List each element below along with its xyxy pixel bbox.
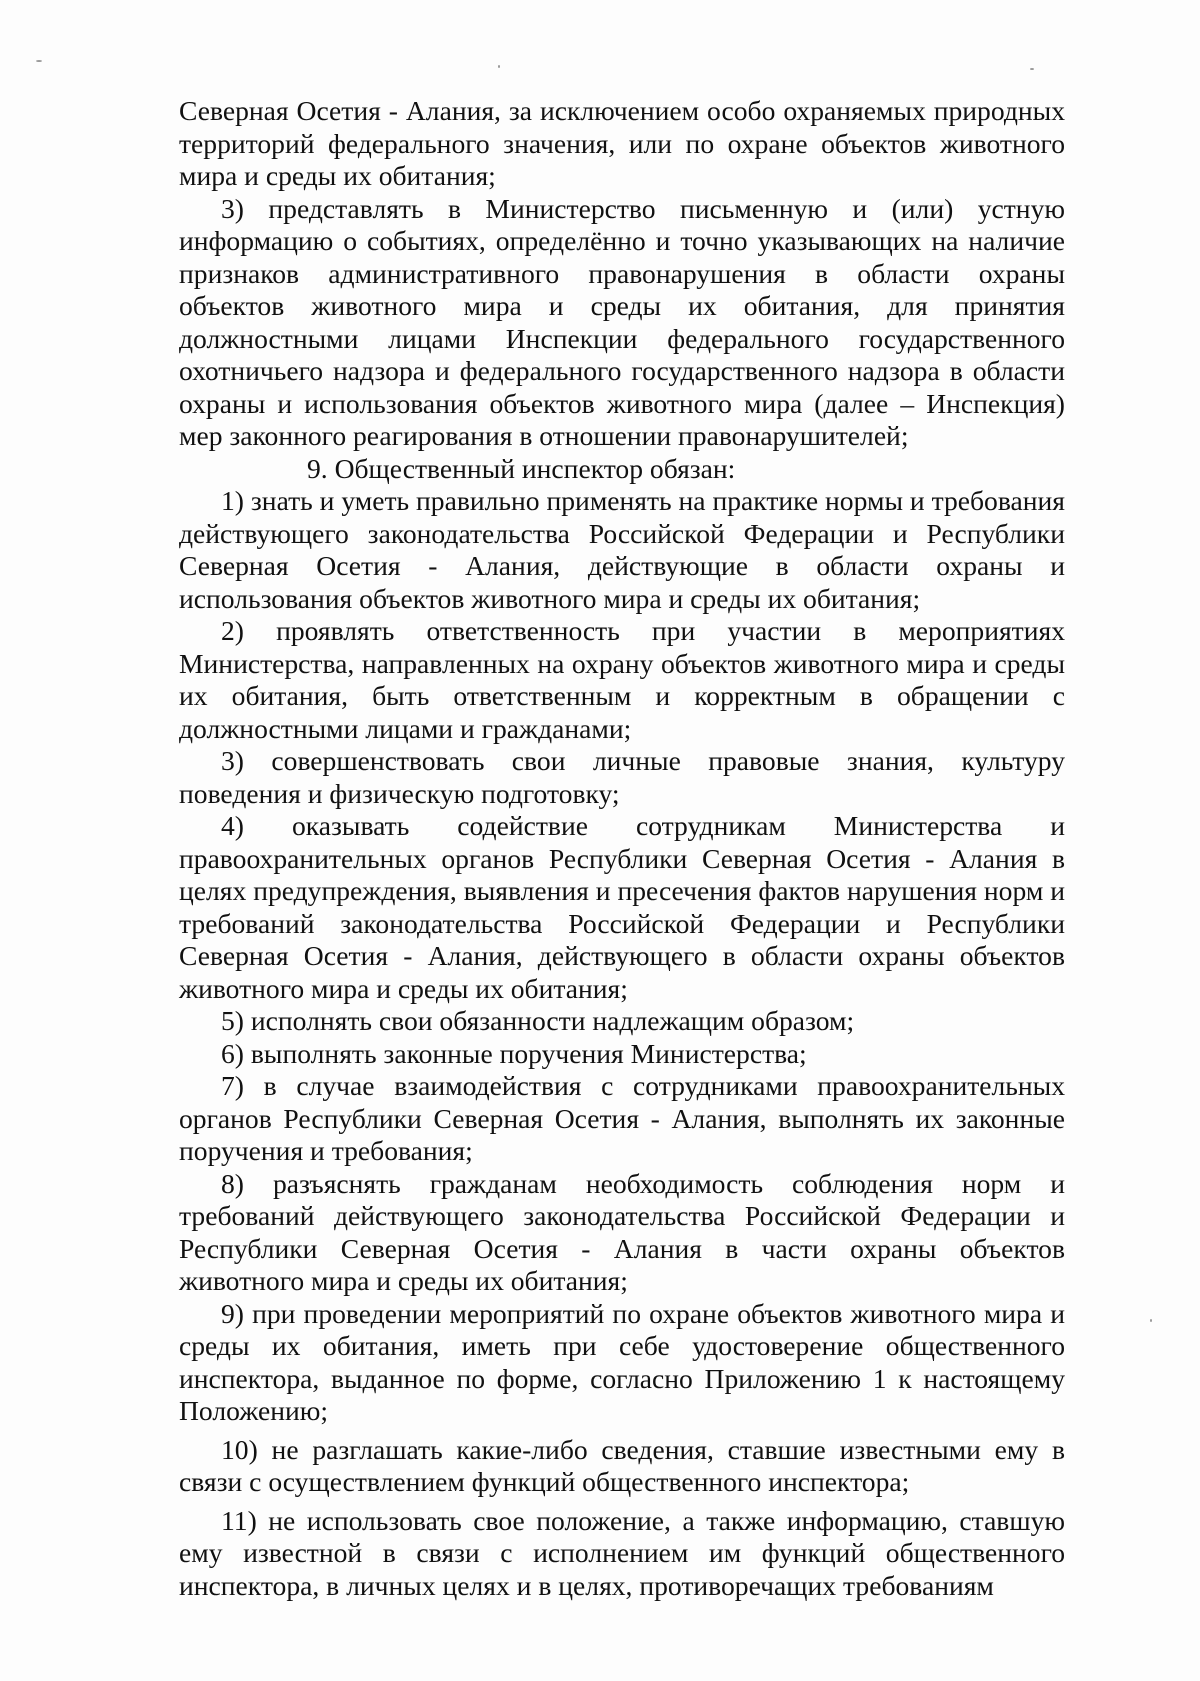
scan-speck [1150, 1319, 1152, 1322]
paragraph-item-3: 3) совершенствовать свои личные правовые знания, культуру поведения и физическую подготовку; [179, 745, 1065, 809]
paragraph-item-6: 6) выполнять законные поручения Министерства; [221, 1037, 807, 1069]
paragraph-item-9: 9) при проведении мероприятий по охране объектов животного мира и среды их обитания, иметь при себе удостоверение общественного инспектора, выданное по форме, согласно Приложению 1 к настоящему Положению; [179, 1297, 1065, 1426]
paragraph-continuation: Северная Осетия - Алания, за исключением особо охраняемых природных территорий федерального значения, или по охране объектов животного мира и среды их обитания; [179, 95, 1065, 191]
scan-speck [36, 60, 42, 62]
paragraph-item-10: 10) не разглашать какие-либо сведения, ставшие известными ему в связи с осуществлением функций общественного инспектора; [179, 1433, 1065, 1497]
paragraph-item-3-provide-info: 3) представлять в Министерство письменную и (или) устную информацию о событиях, определённо и точно указывающих на наличие признаков административного правонарушения в области охраны объектов животного мира и среды их обитания, для принятия должностными лицами Инспекции федерального государственного охотничьего надзора и федерального государственного надзора в области охраны и использования объектов животного мира (далее – Инспекция) мер законного реагирования в отношении правонарушителей; [179, 192, 1065, 451]
scan-speck [498, 65, 500, 68]
paragraph-item-5: 5) исполнять свои обязанности надлежащим образом; [221, 1005, 855, 1036]
paragraph-item-1: 1) знать и уметь правильно применять на практике нормы и требования действующего законодательства Российской Федерации и Республики Северная Осетия - Алания, действующие в области охраны и использования объектов животного мира и среды их обитания; [179, 485, 1065, 614]
paragraph-item-2: 2) проявлять ответственность при участии в мероприятиях Министерства, направленных на охрану объектов животного мира и среды их обитания, быть ответственным и корректным в обращении с должностными лицами и гражданами; [179, 615, 1065, 744]
section-heading-obligations: 9. Общественный инспектор обязан: [307, 452, 736, 484]
paragraph-item-8: 8) разъяснять гражданам необходимость соблюдения норм и требований действующего законодательства Российской Федерации и Республики Северная Осетия - Алания в части охраны объектов животного мира и среды их обитания; [179, 1167, 1065, 1296]
paragraph-item-7: 7) в случае взаимодействия с сотрудниками правоохранительных органов Республики Северная Осетия - Алания, выполнять их законные поручения и требования; [179, 1070, 1065, 1166]
scan-speck [1030, 68, 1034, 70]
paragraph-item-4: 4) оказывать содействие сотрудникам Министерства и правоохранительных органов Республики Северная Осетия - Алания в целях предупреждения, выявления и пресечения фактов нарушения норм и требований законодательства Российской Федерации и Республики Северная Осетия - Алания, действующего в области охраны объектов животного мира и среды их обитания; [179, 810, 1065, 1004]
paragraph-item-11: 11) не использовать свое положение, а также информацию, ставшую ему известной в связи с исполнением им функций общественного инспектора, в личных целях и в целях, противоречащих требованиям [179, 1504, 1065, 1601]
document-body [179, 95, 1065, 1602]
